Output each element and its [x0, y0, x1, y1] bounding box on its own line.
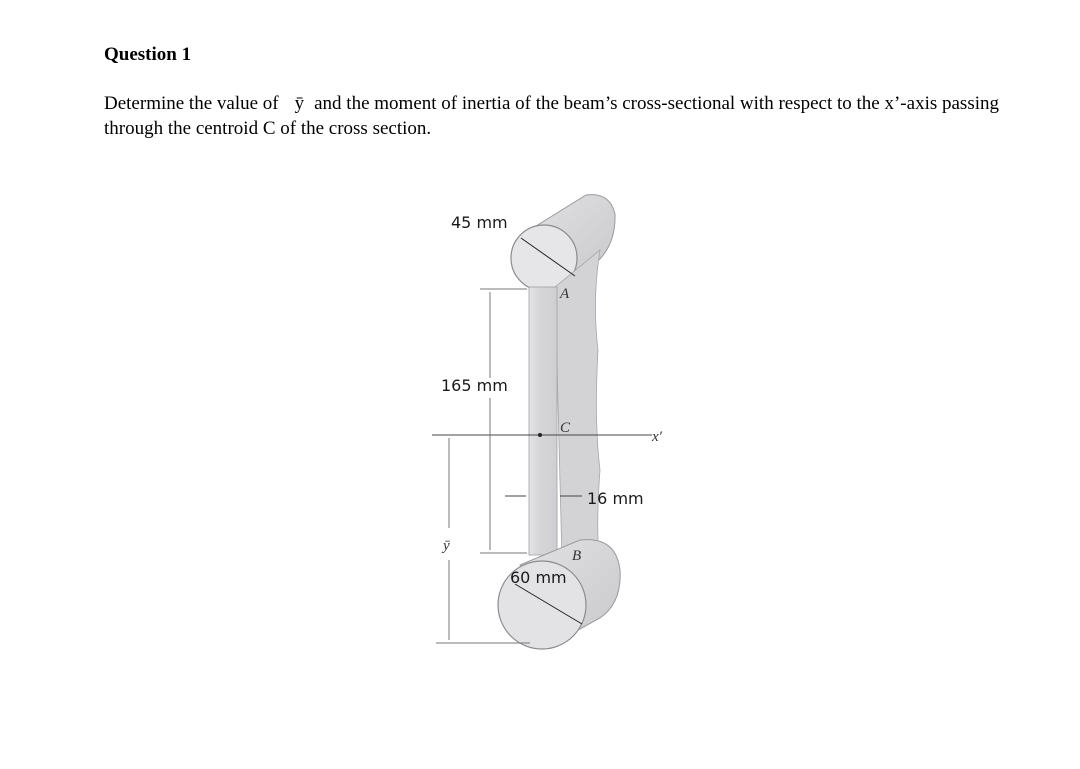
point-a-label: A [560, 286, 570, 302]
bottom-flange-cylinder [498, 540, 620, 649]
centroid-c-label: C [560, 420, 571, 436]
question-text-after: and the moment of inertia of the beam’s cross-sectional with respect to the x’-axis passing through the centroid C of the cross section. [104, 93, 999, 139]
bottom-diameter-label: 60 mm [510, 568, 567, 587]
top-flange-cylinder [511, 195, 615, 291]
question-text-before: Determine the value of [104, 93, 279, 114]
web-front-face [529, 287, 557, 555]
x-prime-axis-label: x′ [652, 429, 662, 445]
top-diameter-label: 45 mm [451, 213, 508, 232]
web-height-label: 165 mm [441, 376, 508, 395]
question-title: Question 1 [104, 44, 192, 65]
web-thickness-label: 16 mm [587, 489, 644, 508]
web-height-dimension [480, 289, 527, 553]
y-bar-label: ȳ [443, 538, 450, 554]
y-bar-symbol: ȳ [294, 93, 305, 114]
centroid-dot [538, 433, 542, 437]
point-b-label: B [572, 548, 582, 564]
